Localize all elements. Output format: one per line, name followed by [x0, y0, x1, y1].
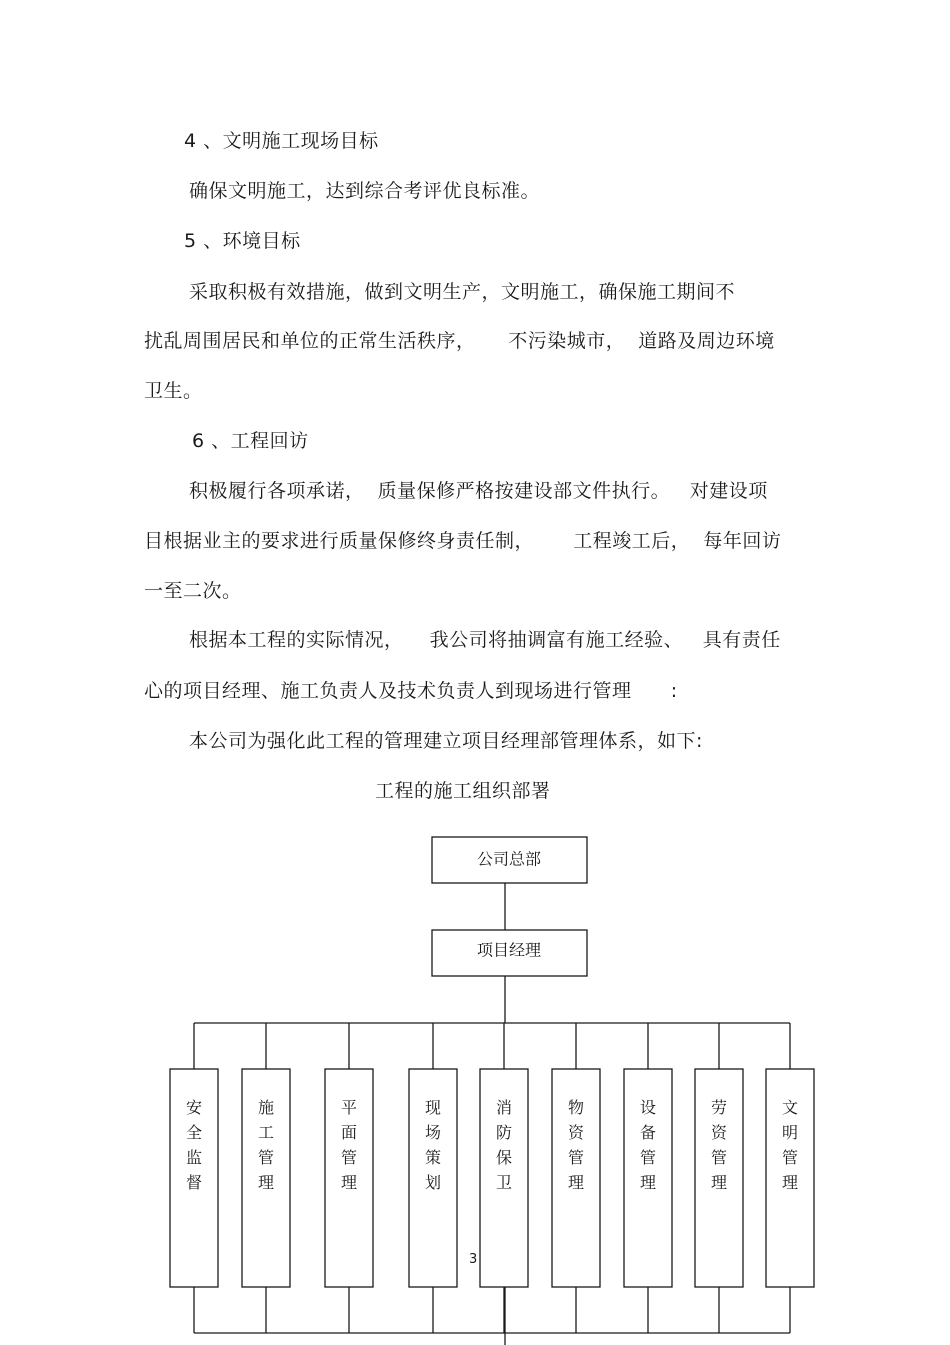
org-node-manager — [432, 930, 587, 976]
paragraph-line: 卫生。 — [144, 380, 203, 402]
page-number: 3 — [469, 1252, 478, 1267]
org-node-department — [552, 1023, 600, 1333]
paragraph-line: 本公司为强化此工程的管理建立项目经理部管理体系，如下: — [189, 730, 703, 752]
paragraph-line: 一至二次。 — [144, 580, 242, 602]
department-label: 文明管理 — [781, 1098, 799, 1192]
department-label: 消防保卫 — [495, 1098, 513, 1192]
department-label: 安全监督 — [185, 1098, 203, 1192]
department-label: 现场策划 — [424, 1098, 442, 1192]
paragraph-line: 根据本工程的实际情况， 我公司将抽调富有施工经验、 具有责任 — [189, 629, 781, 651]
heading-environment: 5 、环境目标 — [184, 230, 301, 252]
paragraph-line: 心的项目经理、施工负责人及技术负责人到现场进行管理 : — [144, 680, 678, 702]
department-label: 物资管理 — [567, 1098, 585, 1192]
org-node-manager-label: 项目经理 — [476, 940, 542, 960]
org-node-department — [242, 1023, 290, 1333]
paragraph-line: 确保文明施工，达到综合考评优良标准。 — [189, 180, 541, 202]
org-node-department — [624, 1023, 672, 1333]
heading-revisit: 6 、工程回访 — [192, 430, 309, 452]
org-chart-title: 工程的施工组织部署 — [375, 780, 551, 802]
org-node-department — [409, 1023, 457, 1333]
department-label: 施工管理 — [257, 1098, 275, 1192]
department-nodes — [170, 1023, 814, 1333]
department-label: 平面管理 — [340, 1098, 358, 1192]
paragraph-line: 积极履行各项承诺， 质量保修严格按建设部文件执行。 对建设项 — [189, 480, 768, 502]
department-label: 设备管理 — [639, 1098, 657, 1192]
org-node-department — [170, 1023, 218, 1333]
department-label: 劳资管理 — [710, 1098, 728, 1192]
paragraph-line: 扰乱周围居民和单位的正常生活秩序， 不污染城市， 道路及周边环境 — [144, 330, 775, 352]
org-node-department — [695, 1023, 743, 1333]
org-node-root-label: 公司总部 — [476, 849, 542, 869]
heading-civilized-construction: 4 、文明施工现场目标 — [184, 130, 379, 152]
paragraph-line: 目根据业主的要求进行质量保修终身责任制， 工程竣工后， 每年回访 — [144, 530, 782, 552]
org-node-root — [432, 837, 587, 883]
org-node-department — [480, 1023, 528, 1333]
paragraph-line: 采取积极有效措施，做到文明生产，文明施工，确保施工期间不 — [189, 281, 736, 303]
org-node-department — [325, 1023, 373, 1333]
org-node-department — [766, 1023, 814, 1333]
